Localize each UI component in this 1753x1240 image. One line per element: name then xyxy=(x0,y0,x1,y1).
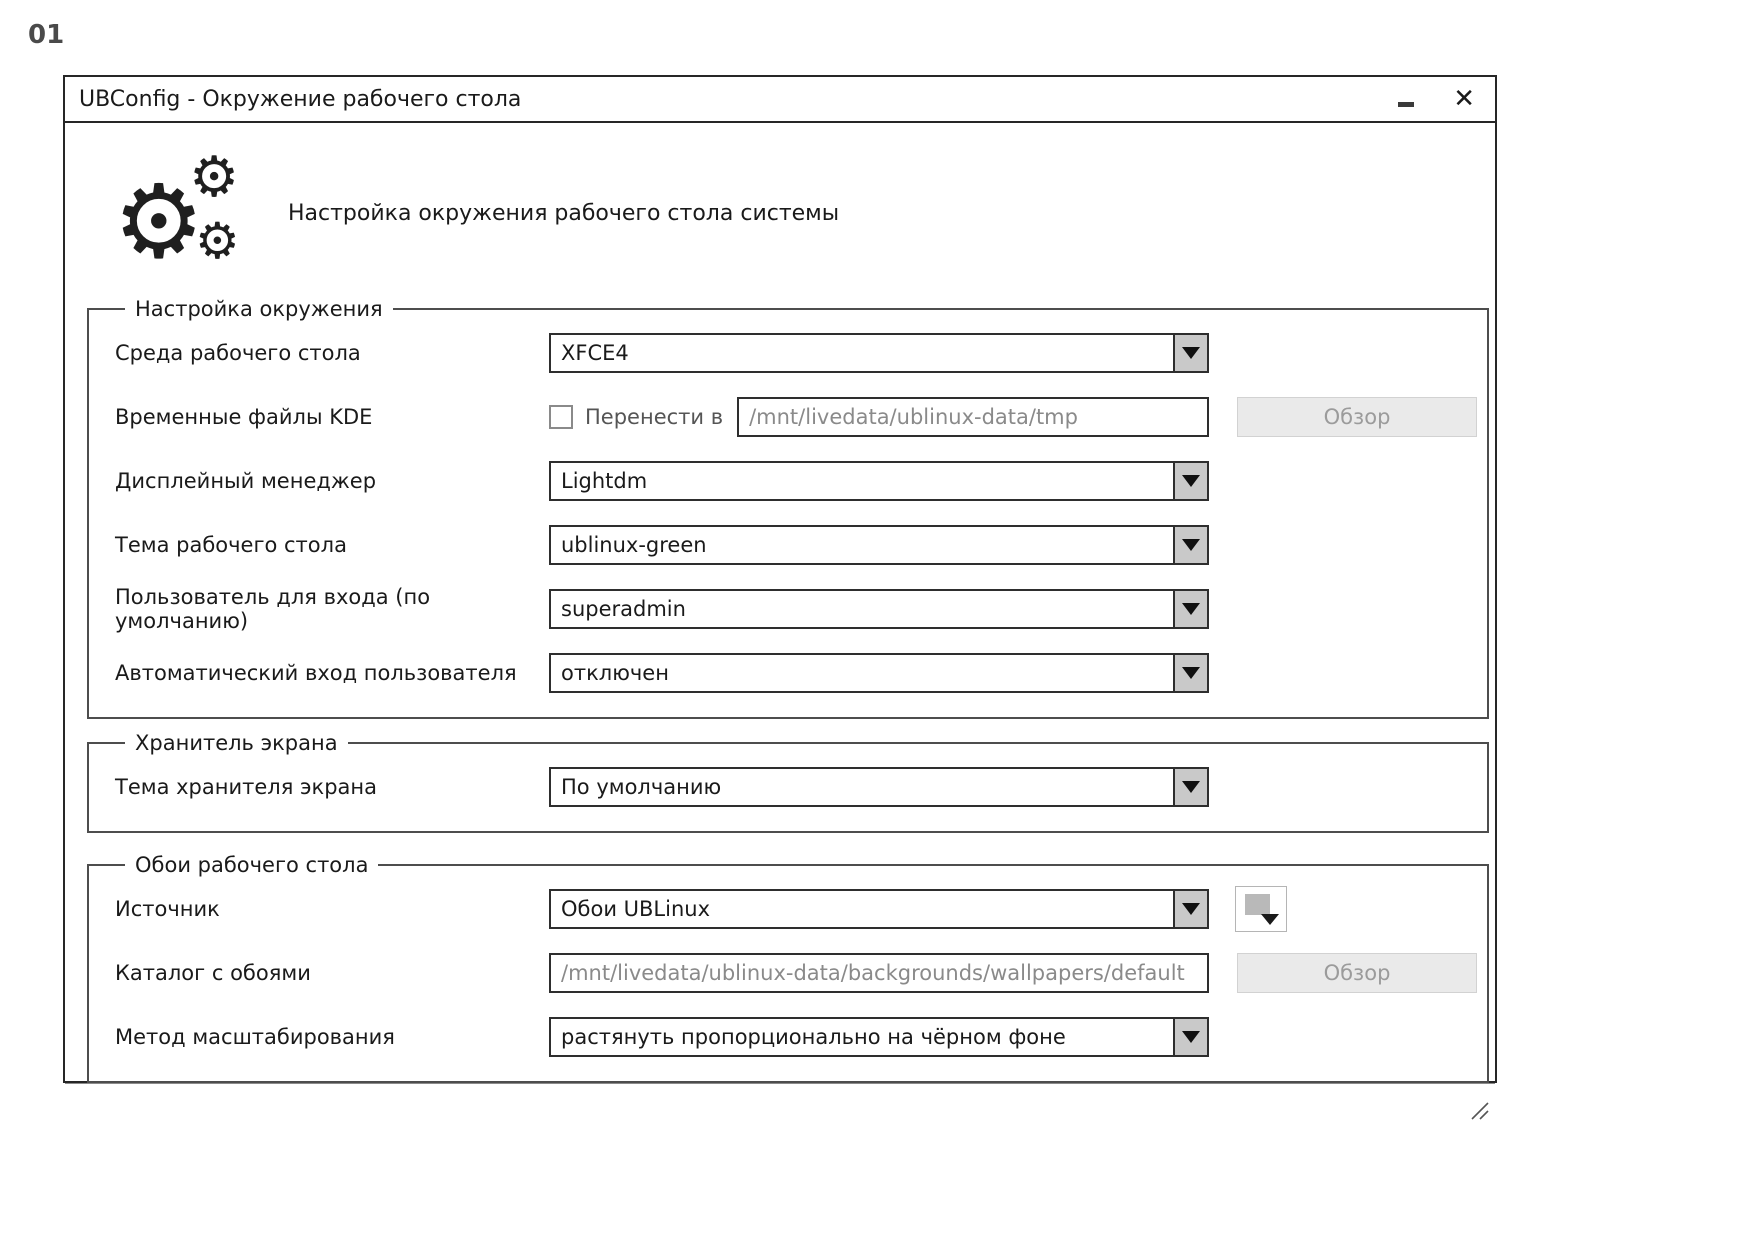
form-row xyxy=(115,585,1481,633)
gears-icon: ⚙ ⚙ ⚙ xyxy=(113,145,240,282)
field-label: Каталог с обоями xyxy=(115,961,311,985)
form-row xyxy=(115,525,1481,565)
form-row xyxy=(115,461,1481,501)
close-button[interactable] xyxy=(1453,86,1475,112)
chevron-down-icon[interactable] xyxy=(1173,463,1207,499)
form-row xyxy=(115,889,1481,929)
ubconfig-window xyxy=(63,75,1497,1083)
move-to-checkbox[interactable] xyxy=(549,405,573,429)
select-value: Обои UBLinux xyxy=(561,897,711,921)
chevron-down-icon[interactable] xyxy=(1173,769,1207,805)
field-label: Среда рабочего стола xyxy=(115,341,361,365)
chevron-down-icon[interactable] xyxy=(1173,527,1207,563)
chevron-down-icon[interactable] xyxy=(1173,591,1207,627)
group-wallpaper xyxy=(87,853,1489,1083)
chevron-down-icon[interactable] xyxy=(1173,891,1207,927)
field-label: Дисплейный менеджер xyxy=(115,469,377,493)
minimize-button[interactable] xyxy=(1395,84,1417,114)
wallpaper-picker-button[interactable] xyxy=(1235,886,1287,932)
wallpaper-dir-input[interactable]: /mnt/livedata/ublinux-data/backgrounds/wallpapers/default xyxy=(549,953,1209,993)
kde-temp-path-input[interactable]: /mnt/livedata/ublinux-data/tmp xyxy=(737,397,1209,437)
status-bar xyxy=(65,1083,1495,1125)
chevron-down-icon[interactable] xyxy=(1173,655,1207,691)
resize-grip-icon[interactable] xyxy=(1468,1099,1490,1121)
field-label: Тема рабочего стола xyxy=(115,533,347,557)
group-wallpaper-legend: Обои рабочего стола xyxy=(135,853,369,877)
window-content xyxy=(65,123,1495,1083)
browse-wallpaper-dir-button[interactable]: Обзор xyxy=(1237,953,1477,993)
kde-temp-controls xyxy=(549,397,1209,437)
default-login-user-select[interactable] xyxy=(549,589,1209,629)
chevron-down-icon[interactable] xyxy=(1173,335,1207,371)
form-row xyxy=(115,1017,1481,1057)
select-value: Lightdm xyxy=(561,469,648,493)
autologin-select[interactable] xyxy=(549,653,1209,693)
field-label: Автоматический вход пользователя xyxy=(115,661,517,685)
minimize-icon xyxy=(1398,102,1414,107)
dialog-header xyxy=(113,145,1495,282)
desktop-environment-select[interactable] xyxy=(549,333,1209,373)
select-value: растянуть пропорционально на чёрном фоне xyxy=(561,1025,1066,1049)
browse-kde-temp-button[interactable]: Обзор xyxy=(1237,397,1477,437)
wallpaper-source-select[interactable] xyxy=(549,889,1209,929)
display-manager-select[interactable] xyxy=(549,461,1209,501)
field-label: Метод масштабирования xyxy=(115,1025,395,1049)
group-environment-legend: Настройка окружения xyxy=(135,297,383,321)
form-row xyxy=(115,953,1481,993)
dialog-subtitle: Настройка окружения рабочего стола системы xyxy=(288,200,840,226)
group-environment xyxy=(87,297,1489,719)
chevron-down-icon xyxy=(1261,914,1279,925)
field-label: Временные файлы KDE xyxy=(115,405,373,429)
field-label: Источник xyxy=(115,897,220,921)
group-screensaver-legend: Хранитель экрана xyxy=(135,731,338,755)
group-screensaver xyxy=(87,731,1489,833)
select-value: ublinux-green xyxy=(561,533,707,557)
desktop-theme-select[interactable] xyxy=(549,525,1209,565)
screensaver-theme-select[interactable] xyxy=(549,767,1209,807)
wallpaper-dir-controls xyxy=(549,953,1209,993)
select-value: отключен xyxy=(561,661,669,685)
field-label: Тема хранителя экрана xyxy=(115,775,378,799)
checkbox-label: Перенести в xyxy=(585,405,724,429)
form-row xyxy=(115,767,1481,807)
chevron-down-icon[interactable] xyxy=(1173,1019,1207,1055)
window-controls xyxy=(1395,84,1475,114)
image-icon xyxy=(1245,894,1270,915)
form-row xyxy=(115,333,1481,373)
form-row xyxy=(115,653,1481,693)
select-value: XFCE4 xyxy=(561,341,629,365)
titlebar[interactable] xyxy=(65,77,1495,123)
select-value: По умолчанию xyxy=(561,775,722,799)
scaling-method-select[interactable] xyxy=(549,1017,1209,1057)
field-label: Пользователь для входа (по умолчанию) xyxy=(115,585,431,633)
select-value: superadmin xyxy=(561,597,686,621)
page-number: 01 xyxy=(28,20,65,50)
form-row xyxy=(115,397,1481,437)
close-icon: ✕ xyxy=(1453,84,1475,114)
window-title: UBConfig - Окружение рабочего стола xyxy=(79,86,522,112)
